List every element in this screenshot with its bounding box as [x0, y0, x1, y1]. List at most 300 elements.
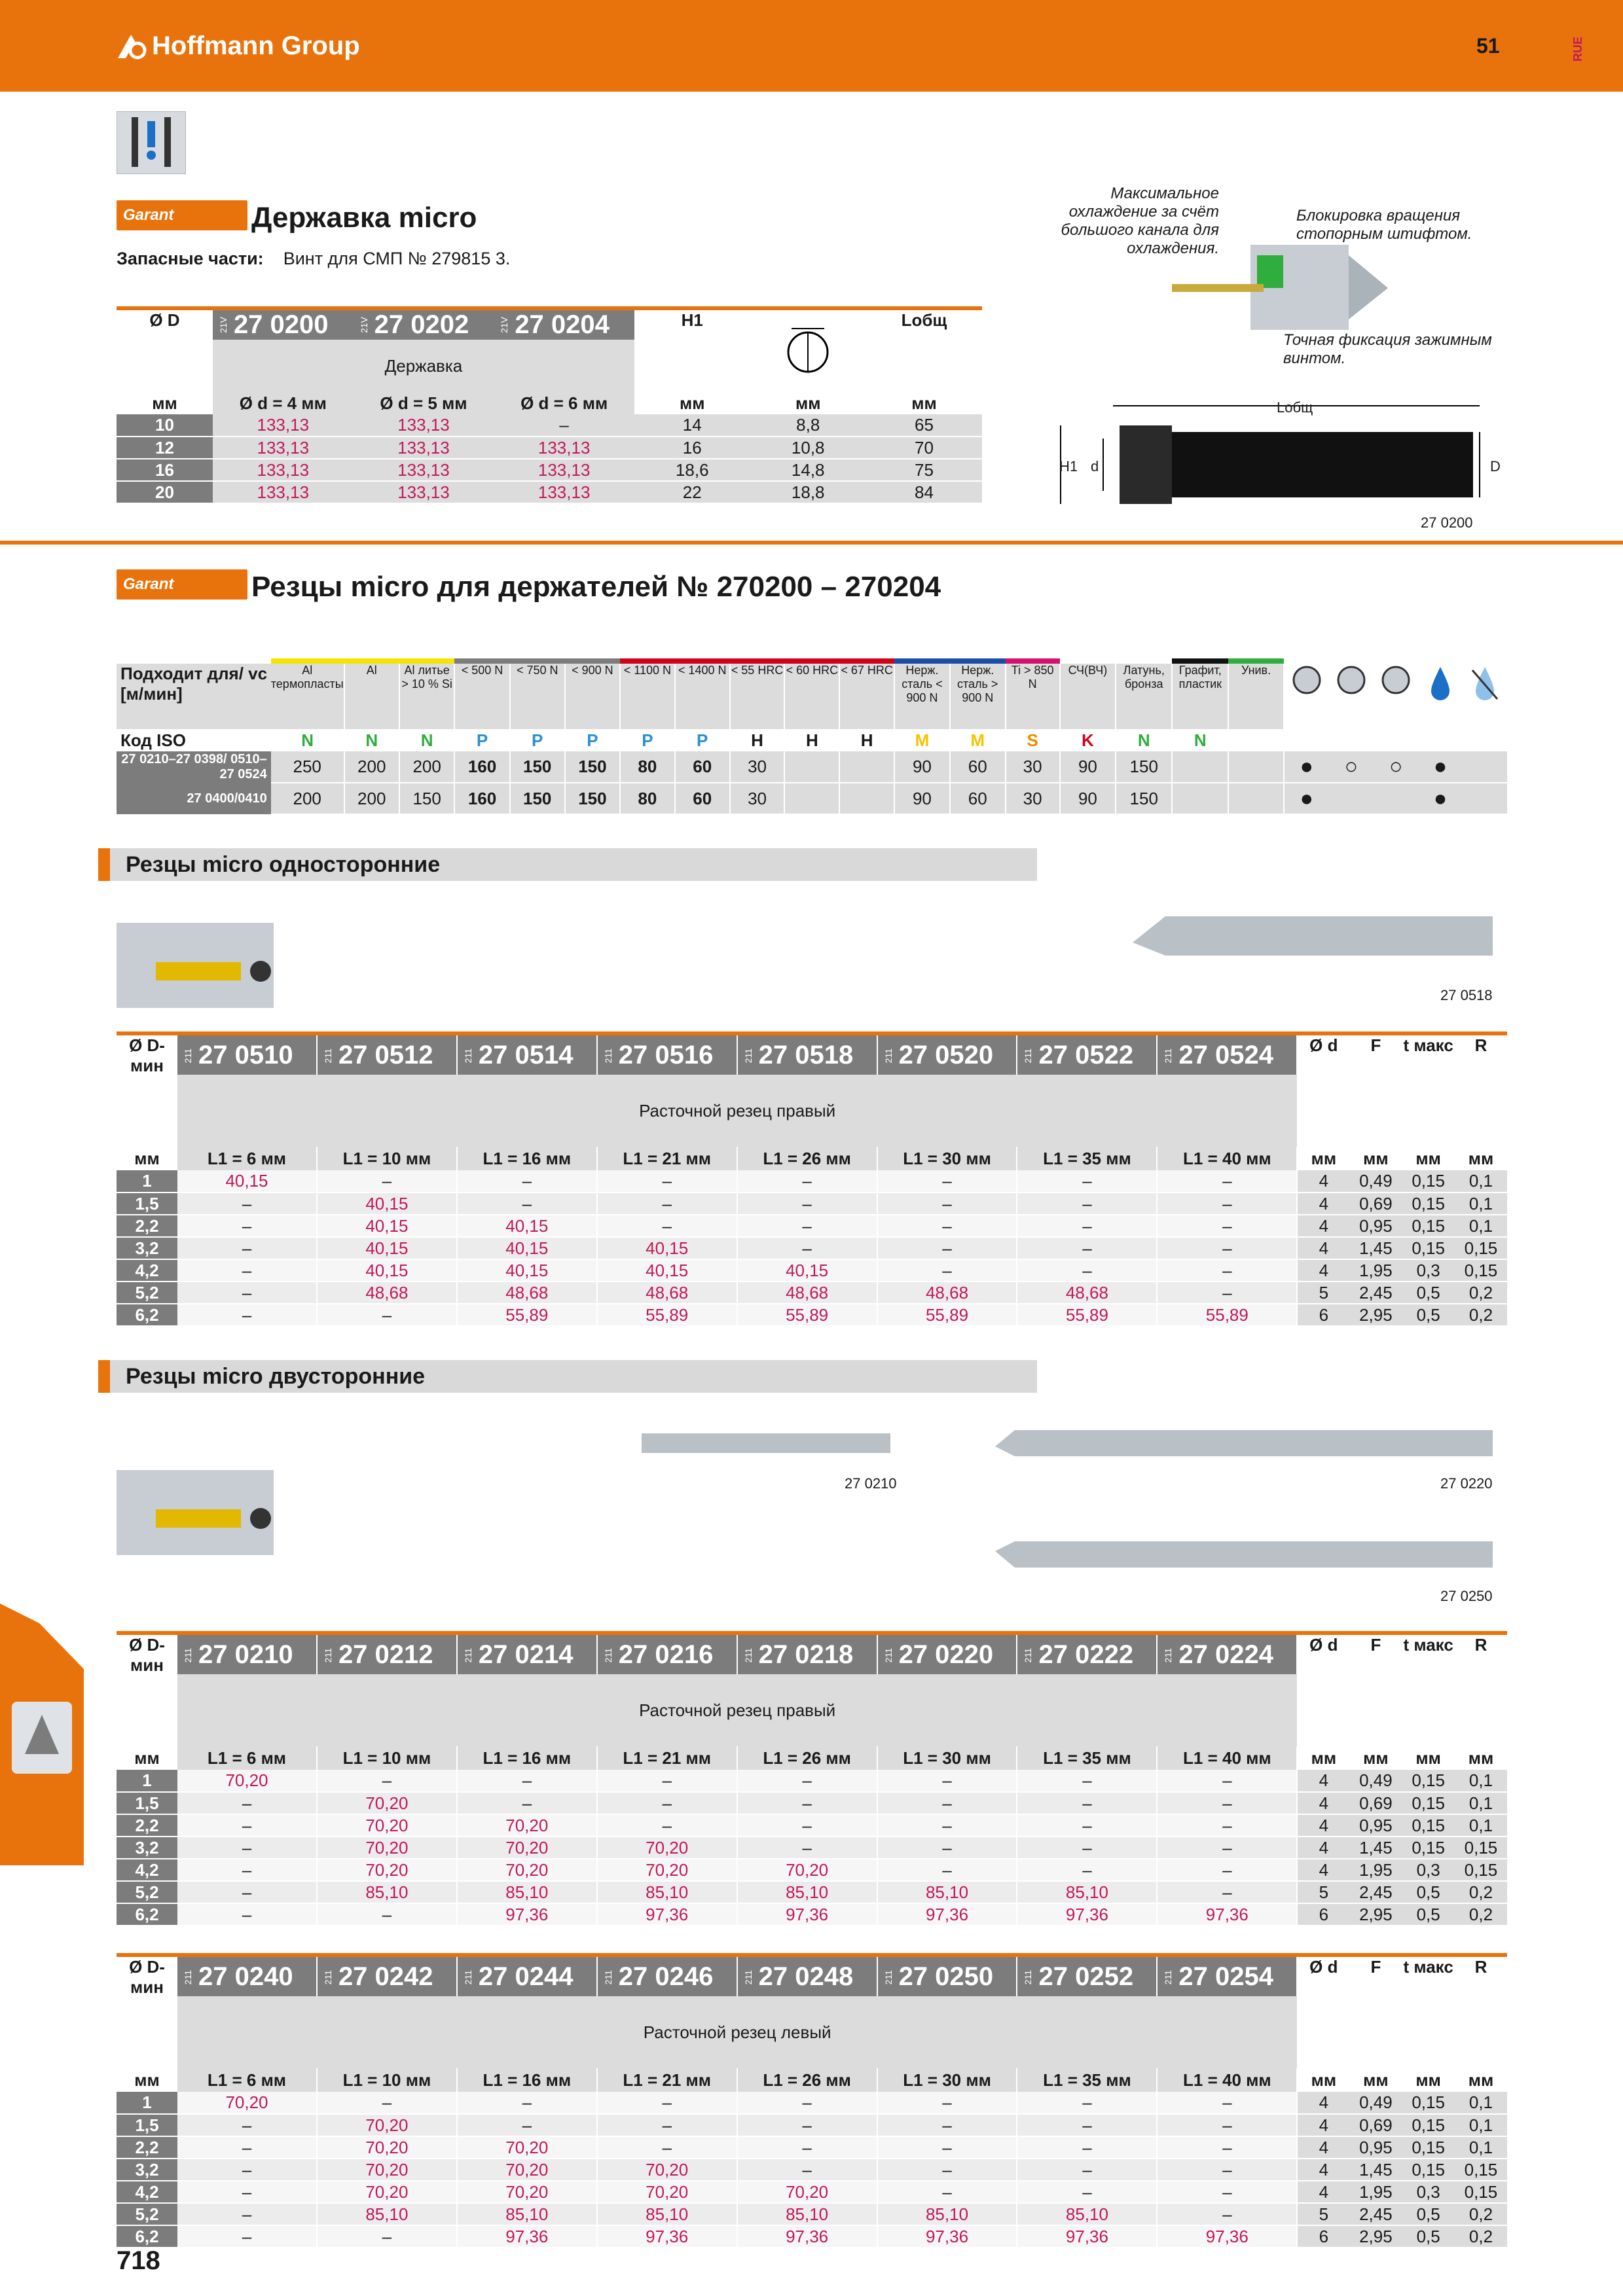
- double-cutter-image-3: [995, 1532, 1506, 1577]
- dim-d: d: [1091, 458, 1099, 475]
- cell: 4: [1297, 1859, 1349, 1881]
- material-header: < 60 HRC: [784, 664, 839, 729]
- cell: 70,20: [737, 1859, 877, 1881]
- material-header: Al: [344, 664, 399, 729]
- unit: мм: [1415, 1148, 1441, 1168]
- cell: 97,36: [737, 2225, 877, 2248]
- table-row: [117, 1770, 1507, 1792]
- article-code: 211 27 0244: [457, 1955, 597, 1996]
- material-header: Унив.: [1228, 664, 1283, 729]
- suitability-mark: ○: [1329, 751, 1374, 783]
- cell: 2,45: [1349, 2203, 1402, 2225]
- cell: 85,10: [1017, 2203, 1157, 2225]
- material-header: Графит, пластик: [1172, 664, 1228, 729]
- extra-col: F: [1370, 1035, 1381, 1055]
- note-cooling: Максимальное охлаждение за счёт большого канала для охлаждения.: [1061, 185, 1219, 257]
- cell: 4: [1297, 1193, 1349, 1215]
- cell: 133,13: [213, 414, 354, 437]
- double-cutter-drawing: [117, 1450, 333, 1568]
- cell: –: [597, 1215, 737, 1237]
- cell: –: [1017, 2181, 1157, 2203]
- sub-d4: Ø d = 4 мм: [213, 392, 354, 414]
- cell: 85,10: [457, 2203, 597, 2225]
- unit: мм: [134, 1748, 160, 1768]
- material-header: Al литье > 10 % Si: [399, 664, 455, 729]
- cell: –: [597, 2114, 737, 2136]
- color-strip: [1060, 658, 1116, 664]
- cell: 40,15: [317, 1259, 457, 1282]
- extra-col: R: [1474, 1957, 1487, 1977]
- section-divider: [0, 541, 1623, 545]
- cell: –: [1017, 1770, 1157, 1792]
- cell: 4: [1297, 1792, 1349, 1814]
- table_three: [117, 1953, 1507, 2248]
- cell: –: [457, 1170, 597, 1193]
- cell: 70,20: [457, 1814, 597, 1837]
- cell: –: [1157, 1792, 1297, 1814]
- col-d: Ø D- мин: [129, 1035, 165, 1075]
- cell: 55,89: [1157, 1304, 1297, 1326]
- vc-value: 60: [950, 751, 1006, 783]
- color-strip: [950, 658, 1006, 664]
- table-row: [117, 1193, 1507, 1215]
- length-sub: L1 = 21 мм: [597, 2068, 737, 2092]
- length-sub: L1 = 21 мм: [597, 1147, 737, 1170]
- material-header: < 500 N: [454, 664, 509, 729]
- cell: –: [1157, 1259, 1297, 1282]
- cell: 10,8: [750, 437, 866, 459]
- vc-value: 150: [510, 751, 565, 783]
- cell: 70,20: [457, 2181, 597, 2203]
- article-code: 211 27 0248: [737, 1955, 877, 1996]
- cell: 84: [866, 481, 982, 503]
- cell: 0,3: [1402, 2181, 1455, 2203]
- color-strip: [271, 658, 344, 664]
- material-header: < 1100 N: [620, 664, 675, 729]
- vc-value: 30: [1006, 751, 1060, 783]
- cell: –: [177, 2181, 317, 2203]
- cell: 4: [1297, 2181, 1349, 2203]
- length-sub: L1 = 30 мм: [877, 1746, 1017, 1770]
- cell: 97,36: [597, 1903, 737, 1926]
- cell: –: [177, 1903, 317, 1926]
- iso-code: H: [751, 730, 763, 750]
- table_one: [117, 1031, 1507, 1327]
- unit-mid: мм: [795, 393, 821, 413]
- color-strip: [510, 658, 565, 664]
- cell: 4: [1297, 1837, 1349, 1859]
- length-sub: L1 = 40 мм: [1157, 2068, 1297, 2092]
- cell: –: [1017, 2159, 1157, 2181]
- vc-row-label: 27 0400/0410: [117, 783, 271, 814]
- cell: 70,20: [317, 1814, 457, 1837]
- cell: –: [737, 1770, 877, 1792]
- cell: 97,36: [457, 1903, 597, 1926]
- length-sub: L1 = 30 мм: [877, 2068, 1017, 2092]
- iso-code: P: [697, 730, 708, 750]
- cell: –: [317, 2092, 457, 2114]
- holder-title: Державка micro: [251, 202, 477, 234]
- color-strip: [675, 658, 730, 664]
- page-number-top: 51: [1476, 34, 1500, 58]
- cell: –: [317, 2225, 457, 2248]
- length-sub: L1 = 26 мм: [737, 2068, 877, 2092]
- cell: 2,45: [1349, 1881, 1402, 1903]
- cell: 1,5: [117, 1792, 177, 1814]
- no-drop-icon: [1463, 664, 1507, 729]
- cell: 4: [1297, 1259, 1349, 1282]
- cell: –: [737, 1792, 877, 1814]
- cell: 40,15: [457, 1215, 597, 1237]
- side-tab-icon: [0, 1604, 84, 1865]
- unit: мм: [134, 2070, 160, 2090]
- cell: 97,36: [1017, 2225, 1157, 2248]
- cell: 0,5: [1402, 2225, 1455, 2248]
- cell: 0,3: [1402, 1259, 1455, 1282]
- vc-value: 30: [1006, 783, 1060, 814]
- cell: 48,68: [877, 1282, 1017, 1304]
- suitability-mark: [1463, 751, 1507, 783]
- cell: 0,15: [1455, 2181, 1507, 2203]
- vc-value: 250: [271, 751, 344, 783]
- cell: –: [1157, 1193, 1297, 1215]
- article-code: 211 27 0210: [177, 1633, 317, 1674]
- color-strip: [839, 658, 894, 664]
- cell: –: [877, 1193, 1017, 1215]
- cell: 70,20: [317, 1837, 457, 1859]
- cell: –: [1017, 2114, 1157, 2136]
- garant-badge-2: Garant: [117, 569, 247, 600]
- cell: 3,2: [117, 1837, 177, 1859]
- cell: 70,20: [597, 1837, 737, 1859]
- cell: –: [177, 1859, 317, 1881]
- cell: –: [1157, 1770, 1297, 1792]
- table-row: [117, 1237, 1507, 1259]
- material-header: Латунь, бронза: [1116, 664, 1172, 729]
- cell: –: [737, 1170, 877, 1193]
- cell: 70: [866, 437, 982, 459]
- cell: 55,89: [1017, 1304, 1157, 1326]
- cell: 48,68: [317, 1282, 457, 1304]
- unit: мм: [1363, 1748, 1389, 1768]
- cell: 0,15: [1455, 1259, 1507, 1282]
- cell: 0,49: [1349, 1770, 1402, 1792]
- cell: 48,68: [597, 1282, 737, 1304]
- cell: –: [317, 1903, 457, 1926]
- unit: мм: [1311, 1748, 1337, 1768]
- color-strip: [620, 658, 675, 664]
- color-strip: [454, 658, 509, 664]
- brand-logo[interactable]: [117, 31, 360, 61]
- cell: 133,13: [354, 414, 494, 437]
- cell: –: [597, 1814, 737, 1837]
- length-sub: L1 = 35 мм: [1017, 1746, 1157, 1770]
- vc-value: 90: [894, 783, 950, 814]
- cell: 5,2: [117, 1881, 177, 1903]
- cell: 70,20: [177, 2092, 317, 2114]
- color-strip: [565, 658, 620, 664]
- cell: 0,2: [1455, 2203, 1507, 2225]
- suitability-mark: ○: [1374, 751, 1418, 783]
- cell: 6,2: [117, 1903, 177, 1926]
- cell: 40,15: [737, 1259, 877, 1282]
- iso-code: P: [532, 730, 543, 750]
- cell: –: [737, 1814, 877, 1837]
- material-header: Нерж. сталь < 900 N: [894, 664, 950, 729]
- cell: –: [1157, 1814, 1297, 1837]
- double-img-code-1: 27 0210: [845, 1475, 897, 1492]
- cell: –: [1157, 2181, 1297, 2203]
- cell: –: [457, 2114, 597, 2136]
- cell: 55,89: [737, 1304, 877, 1326]
- cell: –: [177, 2136, 317, 2159]
- cell: 40,15: [597, 1237, 737, 1259]
- cell: 8,8: [750, 414, 866, 437]
- section-double: Резцы micro двусторонние: [98, 1360, 1037, 1393]
- cell: 0,1: [1455, 1170, 1507, 1193]
- cell: 97,36: [1017, 1903, 1157, 1926]
- cell: 0,15: [1402, 2159, 1455, 2181]
- cell: 0,2: [1455, 1282, 1507, 1304]
- cell: 0,2: [1455, 1304, 1507, 1326]
- cell: 85,10: [1017, 1881, 1157, 1903]
- cell: 40,15: [457, 1237, 597, 1259]
- cell: 0,5: [1402, 1282, 1455, 1304]
- cell: 4: [1297, 2136, 1349, 2159]
- cell: –: [737, 2092, 877, 2114]
- cell: 70,20: [317, 2181, 457, 2203]
- article-code: 211 27 0514: [457, 1033, 597, 1075]
- cell: 4,2: [117, 1859, 177, 1881]
- vc-value: 200: [344, 783, 399, 814]
- materials-table: [117, 658, 1507, 815]
- article-code: 211 27 0216: [597, 1633, 737, 1674]
- unit: мм: [1468, 2070, 1494, 2090]
- cell: 48,68: [1017, 1282, 1157, 1304]
- iso-code: M: [970, 730, 985, 750]
- vc-value: 200: [344, 751, 399, 783]
- material-header: < 55 HRC: [730, 664, 785, 729]
- vc-value: 200: [271, 783, 344, 814]
- table-row: [117, 437, 982, 459]
- col-lobsh: Lобщ: [901, 310, 947, 330]
- length-sub: L1 = 26 мм: [737, 1147, 877, 1170]
- cell: 1: [117, 2092, 177, 2114]
- table-row: [117, 2225, 1507, 2248]
- cell: 133,13: [213, 437, 354, 459]
- cell: –: [1017, 2136, 1157, 2159]
- vc-row: [117, 751, 1507, 783]
- cell: –: [877, 1814, 1017, 1837]
- cell: 16: [117, 459, 213, 481]
- cell: 0,1: [1455, 2092, 1507, 2114]
- cell: –: [494, 414, 634, 437]
- unit: мм: [1468, 1148, 1494, 1168]
- cell: –: [877, 1770, 1017, 1792]
- length-sub: L1 = 26 мм: [737, 1746, 877, 1770]
- cell: –: [1157, 1215, 1297, 1237]
- cell: –: [737, 1237, 877, 1259]
- vc-value: [1172, 751, 1228, 783]
- cell: 1,45: [1349, 1837, 1402, 1859]
- cell: 1,45: [1349, 1237, 1402, 1259]
- length-sub: L1 = 16 мм: [457, 1746, 597, 1770]
- article-code: 211 27 0242: [317, 1955, 457, 1996]
- article-code: 211 27 0252: [1017, 1955, 1157, 1996]
- cell: –: [877, 1837, 1017, 1859]
- table-row: [117, 2159, 1507, 2181]
- col-d: Ø D- мин: [129, 1635, 165, 1675]
- cell: 97,36: [1157, 1903, 1297, 1926]
- cell: –: [1157, 2136, 1297, 2159]
- unit: мм: [1415, 2070, 1441, 2090]
- cell: 85,10: [737, 1881, 877, 1903]
- cell: 0,15: [1455, 1237, 1507, 1259]
- cell: 70,20: [737, 2181, 877, 2203]
- holder-code-label: 27 0200: [1421, 514, 1473, 531]
- cell: 0,69: [1349, 1792, 1402, 1814]
- cell: –: [877, 1259, 1017, 1282]
- cell: –: [877, 2114, 1017, 2136]
- material-header: < 750 N: [510, 664, 565, 729]
- cell: 2,2: [117, 1814, 177, 1837]
- cell: 0,15: [1402, 1237, 1455, 1259]
- iso-code: H: [805, 730, 818, 750]
- vc-value: [1228, 751, 1283, 783]
- color-strip: [1116, 658, 1172, 664]
- material-header: < 900 N: [565, 664, 620, 729]
- table-row: [117, 1859, 1507, 1881]
- cell: –: [737, 1193, 877, 1215]
- cell: 133,13: [494, 481, 634, 503]
- extra-col: F: [1370, 1635, 1381, 1655]
- cell: 40,15: [457, 1259, 597, 1282]
- cell: –: [597, 1193, 737, 1215]
- cell: –: [1157, 1881, 1297, 1903]
- iso-code: N: [365, 730, 378, 750]
- article-code: 211 27 0254: [1157, 1955, 1297, 1996]
- cell: –: [737, 2136, 877, 2159]
- cell: 0,15: [1455, 2159, 1507, 2181]
- article-code: 211 27 0240: [177, 1955, 317, 1996]
- cell: 4,2: [117, 2181, 177, 2203]
- cell: 55,89: [457, 1304, 597, 1326]
- cell: 0,15: [1402, 2114, 1455, 2136]
- cell: –: [737, 2159, 877, 2181]
- article-code: 211 27 0524: [1157, 1033, 1297, 1075]
- cell: –: [877, 2092, 1017, 2114]
- col-d: Ø D- мин: [129, 1957, 165, 1997]
- vc-value: 80: [620, 751, 675, 783]
- cell: 70,20: [317, 1792, 457, 1814]
- cell: 0,15: [1402, 2136, 1455, 2159]
- cell: –: [597, 2092, 737, 2114]
- spare-text: Винт для СМП № 279815 3.: [283, 249, 511, 268]
- cell: 0,15: [1402, 1170, 1455, 1193]
- vc-value: [839, 751, 894, 783]
- cell: 0,1: [1455, 2114, 1507, 2136]
- length-sub: L1 = 6 мм: [177, 1746, 317, 1770]
- iso-code: N: [301, 730, 314, 750]
- length-sub: L1 = 21 мм: [597, 1746, 737, 1770]
- length-sub: L1 = 30 мм: [877, 1147, 1017, 1170]
- cell: 55,89: [877, 1304, 1017, 1326]
- table-row: [117, 481, 982, 503]
- group-label: Расточной резец левый: [177, 1996, 1297, 2068]
- group-label: Расточной резец правый: [177, 1075, 1297, 1147]
- spare-parts-line: [117, 249, 510, 269]
- cell: 85,10: [317, 1881, 457, 1903]
- cell: –: [1157, 1237, 1297, 1259]
- length-sub: L1 = 6 мм: [177, 1147, 317, 1170]
- article-code: 211 27 0246: [597, 1955, 737, 1996]
- cell: 14: [634, 414, 750, 437]
- cell: –: [597, 1770, 737, 1792]
- table-row: [117, 2203, 1507, 2225]
- group-holder: Державка: [213, 340, 634, 392]
- material-header: < 67 HRC: [839, 664, 894, 729]
- cell: 97,36: [737, 1903, 877, 1926]
- cell: 133,13: [213, 459, 354, 481]
- material-header: < 1400 N: [675, 664, 730, 729]
- cell: –: [457, 1770, 597, 1792]
- coolant-icon: [117, 111, 186, 174]
- drop-icon: [1418, 664, 1462, 729]
- cell: 0,15: [1402, 1837, 1455, 1859]
- vc-value: 150: [1116, 783, 1172, 814]
- vc-value: 30: [730, 751, 785, 783]
- article-code: 211 27 0214: [457, 1633, 597, 1674]
- cell: –: [317, 1170, 457, 1193]
- table_two: [117, 1631, 1507, 1926]
- unit: мм: [134, 1148, 160, 1168]
- length-sub: L1 = 10 мм: [317, 1147, 457, 1170]
- cell: 40,15: [317, 1237, 457, 1259]
- cell: –: [177, 1282, 317, 1304]
- material-header: СЧ(ВЧ): [1060, 664, 1116, 729]
- color-strip: [344, 658, 399, 664]
- cell: 75: [866, 459, 982, 481]
- cell: 5,2: [117, 1282, 177, 1304]
- cell: 0,49: [1349, 1170, 1402, 1193]
- brand-name: Hoffmann Group: [152, 31, 360, 60]
- cell: –: [597, 2136, 737, 2159]
- length-sub: L1 = 16 мм: [457, 2068, 597, 2092]
- vc-value: 150: [565, 783, 620, 814]
- cell: 85,10: [457, 1881, 597, 1903]
- sub-d6: Ø d = 6 мм: [494, 392, 634, 414]
- cell: 133,13: [494, 437, 634, 459]
- cell: 16: [634, 437, 750, 459]
- article-code: 211 27 0520: [877, 1033, 1017, 1075]
- single-img-code: 27 0518: [1440, 987, 1493, 1003]
- cell: 4: [1297, 2159, 1349, 2181]
- vc-value: [784, 783, 839, 814]
- table-row: [117, 2114, 1507, 2136]
- circle-icon: [1284, 664, 1329, 729]
- cell: 40,15: [177, 1170, 317, 1193]
- length-sub: L1 = 40 мм: [1157, 1147, 1297, 1170]
- cell: 0,95: [1349, 2136, 1402, 2159]
- table-row: [117, 1837, 1507, 1859]
- iso-code: K: [1082, 730, 1094, 750]
- cell: 4,2: [117, 1259, 177, 1282]
- extra-col: F: [1370, 1957, 1381, 1977]
- vc-value: [839, 783, 894, 814]
- vc-value: 200: [399, 751, 455, 783]
- cell: –: [877, 2136, 1017, 2159]
- cell: 2,2: [117, 2136, 177, 2159]
